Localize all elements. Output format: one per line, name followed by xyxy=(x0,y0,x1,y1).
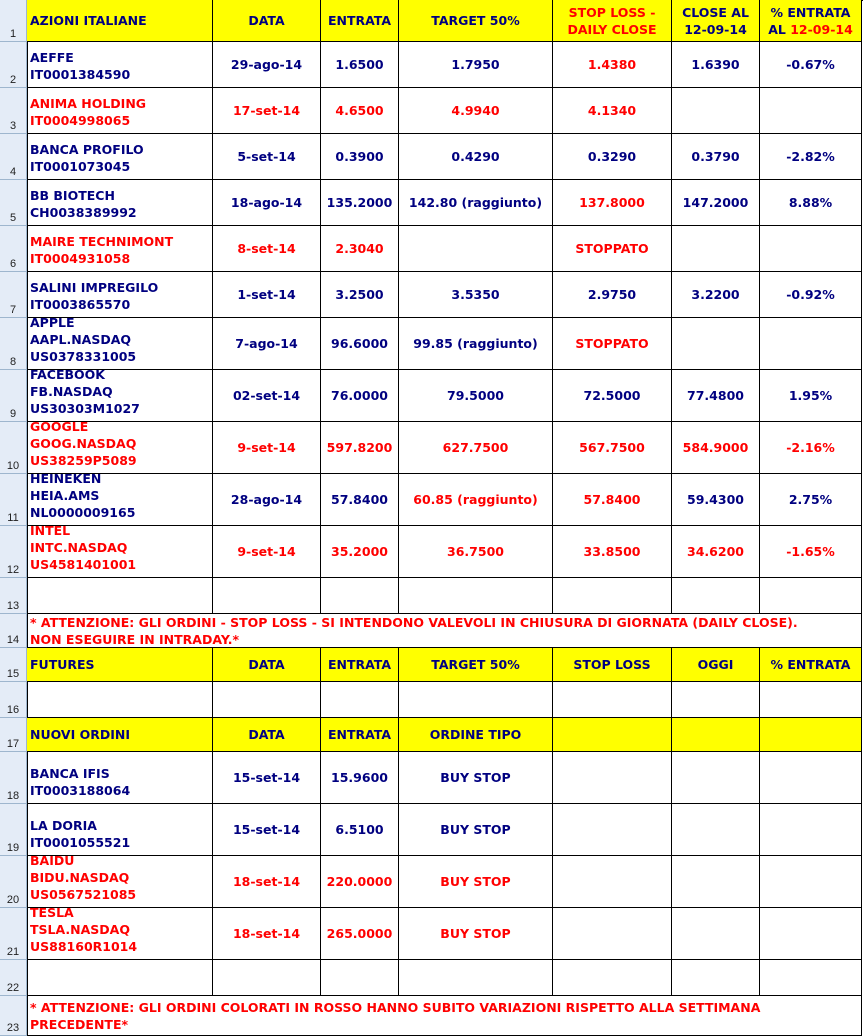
close-cell[interactable] xyxy=(672,226,760,272)
target-cell[interactable] xyxy=(399,226,553,272)
percent-cell[interactable] xyxy=(760,226,862,272)
target-cell[interactable]: 142.80 (raggiunto) xyxy=(399,180,553,226)
empty-cell[interactable] xyxy=(672,804,760,856)
entry-cell[interactable]: 2.3040 xyxy=(321,226,399,272)
stop-loss-cell[interactable]: 33.8500 xyxy=(553,526,672,578)
warning-note: * ATTENZIONE: GLI ORDINI COLORATI IN ROSSO HANNO SUBITO VARIAZIONI RISPETTO ALLA SETTIMANA PRECEDENTE* xyxy=(27,996,862,1036)
entry-cell[interactable]: 57.8400 xyxy=(321,474,399,526)
percent-cell[interactable]: 8.88% xyxy=(760,180,862,226)
entry-cell[interactable]: 1.6500 xyxy=(321,42,399,88)
header-cell[interactable]: ORDINE TIPO xyxy=(399,718,553,752)
empty-cell[interactable] xyxy=(399,960,553,996)
header-perc-label: % ENTRATA AL 12-09-14 xyxy=(768,4,853,37)
empty-cell[interactable] xyxy=(553,804,672,856)
stop-loss-cell[interactable]: 1.4380 xyxy=(553,42,672,88)
order-type-cell[interactable]: BUY STOP xyxy=(399,856,553,908)
row-header[interactable]: 15 xyxy=(0,648,27,682)
stop-loss-cell[interactable]: 567.7500 xyxy=(553,422,672,474)
stock-name-cell[interactable]: BB BIOTECH CH0038389992 xyxy=(27,180,213,226)
empty-cell[interactable] xyxy=(321,682,399,718)
empty-cell[interactable] xyxy=(399,682,553,718)
close-cell[interactable]: 147.2000 xyxy=(672,180,760,226)
percent-cell[interactable]: 1.95% xyxy=(760,370,862,422)
row-header[interactable]: 23 xyxy=(0,996,27,1036)
date-cell[interactable]: 17-set-14 xyxy=(213,88,321,134)
percent-cell[interactable]: -2.16% xyxy=(760,422,862,474)
header-cell[interactable]: DATA xyxy=(213,718,321,752)
stock-name-cell[interactable]: ANIMA HOLDING IT0004998065 xyxy=(27,88,213,134)
entry-cell[interactable]: 15.9600 xyxy=(321,752,399,804)
stop-loss-cell[interactable]: STOPPATO xyxy=(553,318,672,370)
target-cell[interactable]: 99.85 (raggiunto) xyxy=(399,318,553,370)
stock-name-cell[interactable]: APPLE AAPL.NASDAQ US0378331005 xyxy=(27,318,213,370)
empty-cell[interactable] xyxy=(760,578,862,614)
header-cell[interactable] xyxy=(672,718,760,752)
header-cell[interactable]: OGGI xyxy=(672,648,760,682)
percent-cell[interactable]: -1.65% xyxy=(760,526,862,578)
empty-cell[interactable] xyxy=(760,856,862,908)
empty-cell[interactable] xyxy=(27,682,213,718)
stock-name-cell[interactable]: FACEBOOK FB.NASDAQ US30303M1027 xyxy=(27,370,213,422)
warning-note: * ATTENZIONE: GLI ORDINI - STOP LOSS - SI INTENDONO VALEVOLI IN CHIUSURA DI GIORNATA (DAILY CLOSE). NON ESEGUIRE IN INTRADAY.* xyxy=(27,614,862,648)
empty-cell[interactable] xyxy=(213,682,321,718)
entry-cell[interactable]: 220.0000 xyxy=(321,856,399,908)
stock-name-cell[interactable]: GOOGLE GOOG.NASDAQ US38259P5089 xyxy=(27,422,213,474)
entry-cell[interactable]: 35.2000 xyxy=(321,526,399,578)
entry-cell[interactable]: 265.0000 xyxy=(321,908,399,960)
header-cell[interactable]: TARGET 50% xyxy=(399,0,553,42)
row-header[interactable]: 6 xyxy=(0,226,27,272)
empty-cell[interactable] xyxy=(672,908,760,960)
header-cell[interactable]: AZIONI ITALIANE xyxy=(27,0,213,42)
target-cell[interactable]: 4.9940 xyxy=(399,88,553,134)
close-cell[interactable]: 3.2200 xyxy=(672,272,760,318)
date-cell[interactable]: 18-set-14 xyxy=(213,908,321,960)
empty-cell[interactable] xyxy=(760,682,862,718)
close-cell[interactable]: 77.4800 xyxy=(672,370,760,422)
row-header[interactable]: 12 xyxy=(0,526,27,578)
percent-cell[interactable] xyxy=(760,88,862,134)
entry-cell[interactable]: 96.6000 xyxy=(321,318,399,370)
order-name-cell[interactable]: BANCA IFIS IT0003188064 xyxy=(27,752,213,804)
empty-cell[interactable] xyxy=(760,908,862,960)
entry-cell[interactable]: 4.6500 xyxy=(321,88,399,134)
header-cell[interactable]: DATA xyxy=(213,648,321,682)
empty-cell[interactable] xyxy=(760,804,862,856)
stock-name-cell[interactable]: SALINI IMPREGILO IT0003865570 xyxy=(27,272,213,318)
row-header[interactable]: 3 xyxy=(0,88,27,134)
date-cell[interactable]: 15-set-14 xyxy=(213,804,321,856)
close-cell[interactable]: 59.4300 xyxy=(672,474,760,526)
order-name-cell[interactable]: LA DORIA IT0001055521 xyxy=(27,804,213,856)
date-cell[interactable]: 9-set-14 xyxy=(213,422,321,474)
close-cell[interactable] xyxy=(672,88,760,134)
entry-cell[interactable]: 6.5100 xyxy=(321,804,399,856)
empty-cell[interactable] xyxy=(553,578,672,614)
empty-cell[interactable] xyxy=(553,908,672,960)
empty-cell[interactable] xyxy=(672,752,760,804)
empty-cell[interactable] xyxy=(213,578,321,614)
stop-loss-cell[interactable]: 4.1340 xyxy=(553,88,672,134)
date-cell[interactable]: 15-set-14 xyxy=(213,752,321,804)
row-header[interactable]: 8 xyxy=(0,318,27,370)
stock-name-cell[interactable]: MAIRE TECHNIMONT IT0004931058 xyxy=(27,226,213,272)
order-type-cell[interactable]: BUY STOP xyxy=(399,908,553,960)
stop-loss-cell[interactable]: 57.8400 xyxy=(553,474,672,526)
empty-cell[interactable] xyxy=(672,960,760,996)
empty-cell[interactable] xyxy=(27,960,213,996)
date-cell[interactable]: 02-set-14 xyxy=(213,370,321,422)
entry-cell[interactable]: 0.3900 xyxy=(321,134,399,180)
row-header[interactable]: 4 xyxy=(0,134,27,180)
percent-cell[interactable] xyxy=(760,318,862,370)
row-header[interactable]: 22 xyxy=(0,960,27,996)
row-header[interactable]: 11 xyxy=(0,474,27,526)
empty-cell[interactable] xyxy=(672,856,760,908)
stock-name-cell[interactable]: BANCA PROFILO IT0001073045 xyxy=(27,134,213,180)
row-header[interactable]: 13 xyxy=(0,578,27,614)
close-cell[interactable]: 0.3790 xyxy=(672,134,760,180)
header-cell[interactable]: ENTRATA xyxy=(321,718,399,752)
date-cell[interactable]: 8-set-14 xyxy=(213,226,321,272)
target-cell[interactable]: 36.7500 xyxy=(399,526,553,578)
row-header[interactable]: 20 xyxy=(0,856,27,908)
stop-loss-cell[interactable]: 0.3290 xyxy=(553,134,672,180)
row-header[interactable]: 2 xyxy=(0,42,27,88)
percent-cell[interactable]: -2.82% xyxy=(760,134,862,180)
date-cell[interactable]: 7-ago-14 xyxy=(213,318,321,370)
row-header[interactable]: 16 xyxy=(0,682,27,718)
percent-cell[interactable]: 2.75% xyxy=(760,474,862,526)
header-cell[interactable] xyxy=(760,718,862,752)
header-cell[interactable]: ENTRATA xyxy=(321,0,399,42)
row-header[interactable]: 9 xyxy=(0,370,27,422)
close-cell[interactable] xyxy=(672,318,760,370)
close-cell[interactable]: 34.6200 xyxy=(672,526,760,578)
percent-cell[interactable]: -0.92% xyxy=(760,272,862,318)
header-cell[interactable]: FUTURES xyxy=(27,648,213,682)
empty-cell[interactable] xyxy=(553,856,672,908)
target-cell[interactable]: 1.7950 xyxy=(399,42,553,88)
target-cell[interactable]: 627.7500 xyxy=(399,422,553,474)
stop-loss-cell[interactable]: STOPPATO xyxy=(553,226,672,272)
row-header[interactable]: 21 xyxy=(0,908,27,960)
date-cell[interactable]: 28-ago-14 xyxy=(213,474,321,526)
close-cell[interactable]: 584.9000 xyxy=(672,422,760,474)
header-cell[interactable]: STOP LOSS xyxy=(553,648,672,682)
order-type-cell[interactable]: BUY STOP xyxy=(399,804,553,856)
empty-cell[interactable] xyxy=(213,960,321,996)
stop-loss-cell[interactable]: 2.9750 xyxy=(553,272,672,318)
header-cell[interactable]: DATA xyxy=(213,0,321,42)
target-cell[interactable]: 79.5000 xyxy=(399,370,553,422)
entry-cell[interactable]: 76.0000 xyxy=(321,370,399,422)
row-header[interactable]: 10 xyxy=(0,422,27,474)
stop-loss-cell[interactable]: 137.8000 xyxy=(553,180,672,226)
empty-cell[interactable] xyxy=(321,578,399,614)
row-header[interactable]: 1 xyxy=(0,0,27,42)
empty-cell[interactable] xyxy=(553,752,672,804)
entry-cell[interactable]: 597.8200 xyxy=(321,422,399,474)
stop-loss-cell[interactable]: 72.5000 xyxy=(553,370,672,422)
header-cell[interactable]: STOP LOSS - DAILY CLOSE xyxy=(553,0,672,42)
entry-cell[interactable]: 135.2000 xyxy=(321,180,399,226)
header-cell[interactable] xyxy=(553,718,672,752)
header-cell[interactable]: NUOVI ORDINI xyxy=(27,718,213,752)
empty-cell[interactable] xyxy=(27,578,213,614)
date-cell[interactable]: 9-set-14 xyxy=(213,526,321,578)
empty-cell[interactable] xyxy=(760,752,862,804)
empty-cell[interactable] xyxy=(553,960,672,996)
order-name-cell[interactable]: TESLA TSLA.NASDAQ US88160R1014 xyxy=(27,908,213,960)
order-name-cell[interactable]: BAIDU BIDU.NASDAQ US0567521085 xyxy=(27,856,213,908)
close-cell[interactable]: 1.6390 xyxy=(672,42,760,88)
order-type-cell[interactable]: BUY STOP xyxy=(399,752,553,804)
empty-cell[interactable] xyxy=(672,578,760,614)
header-cell[interactable]: ENTRATA xyxy=(321,648,399,682)
header-cell[interactable]: TARGET 50% xyxy=(399,648,553,682)
row-header[interactable]: 7 xyxy=(0,272,27,318)
stock-name-cell[interactable]: INTEL INTC.NASDAQ US4581401001 xyxy=(27,526,213,578)
header-cell[interactable]: % ENTRATA xyxy=(760,648,862,682)
stock-name-cell[interactable]: HEINEKEN HEIA.AMS NL0000009165 xyxy=(27,474,213,526)
stock-name-cell[interactable]: AEFFE IT0001384590 xyxy=(27,42,213,88)
date-cell[interactable]: 29-ago-14 xyxy=(213,42,321,88)
target-cell[interactable]: 0.4290 xyxy=(399,134,553,180)
percent-cell[interactable]: -0.67% xyxy=(760,42,862,88)
header-cell[interactable] xyxy=(760,0,862,42)
target-cell[interactable]: 3.5350 xyxy=(399,272,553,318)
empty-cell[interactable] xyxy=(672,682,760,718)
date-cell[interactable]: 18-set-14 xyxy=(213,856,321,908)
empty-cell[interactable] xyxy=(760,960,862,996)
row-header[interactable]: 5 xyxy=(0,180,27,226)
header-cell[interactable]: CLOSE AL 12-09-14 xyxy=(672,0,760,42)
row-header[interactable]: 14 xyxy=(0,614,27,648)
date-cell[interactable]: 1-set-14 xyxy=(213,272,321,318)
row-header[interactable]: 17 xyxy=(0,718,27,752)
row-header[interactable]: 19 xyxy=(0,804,27,856)
empty-cell[interactable] xyxy=(399,578,553,614)
entry-cell[interactable]: 3.2500 xyxy=(321,272,399,318)
row-header[interactable]: 18 xyxy=(0,752,27,804)
empty-cell[interactable] xyxy=(553,682,672,718)
empty-cell[interactable] xyxy=(321,960,399,996)
date-cell[interactable]: 5-set-14 xyxy=(213,134,321,180)
date-cell[interactable]: 18-ago-14 xyxy=(213,180,321,226)
target-cell[interactable]: 60.85 (raggiunto) xyxy=(399,474,553,526)
